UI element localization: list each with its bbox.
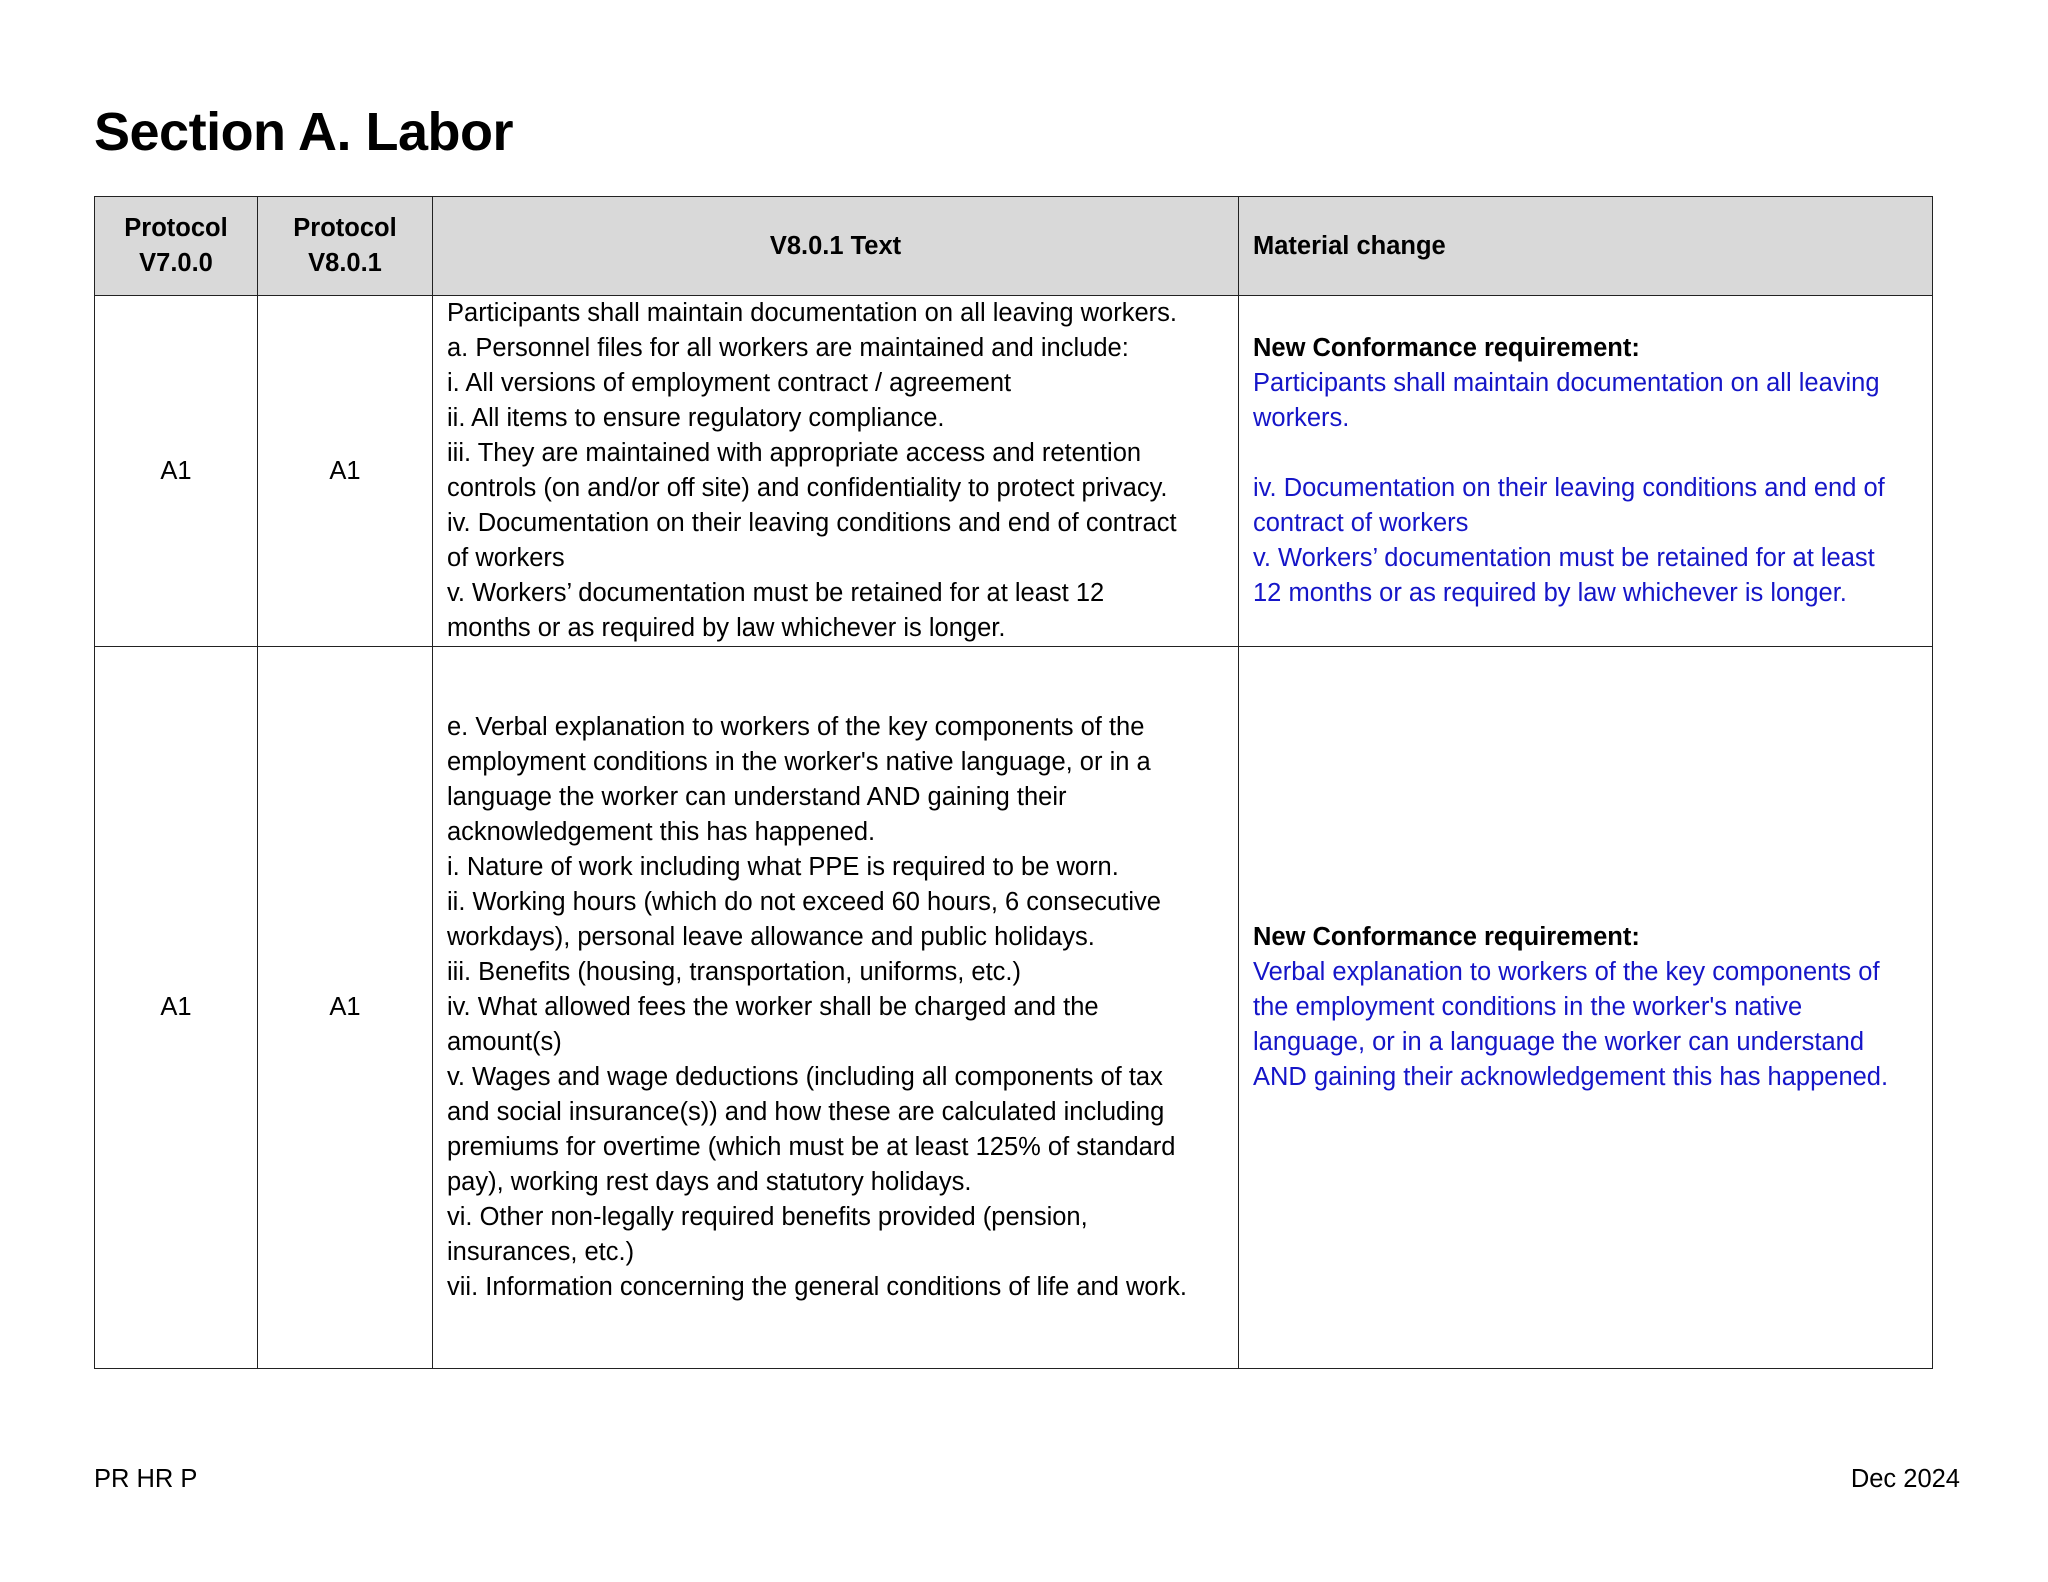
text-line: acknowledgement this has happened. [447,818,876,846]
text-line: pay), working rest days and statutory holidays. [447,1168,972,1196]
text-line: vii. Information concerning the general conditions of life and work. [447,1273,1187,1301]
text-line: v. Workers’ documentation must be retained for at least 12 [447,579,1105,607]
text-line: of workers [447,544,565,572]
cell-protocol-v7: A1 [95,296,258,647]
change-line: contract of workers [1253,509,1469,537]
cell-protocol-v7: A1 [95,647,258,1369]
text-line: workdays), personal leave allowance and public holidays. [447,923,1095,951]
change-line: Verbal explanation to workers of the key components of [1253,958,1880,986]
text-line: amount(s) [447,1028,562,1056]
text-line: i. All versions of employment contract / agreement [447,369,1012,397]
change-line: v. Workers’ documentation must be retained for at least [1253,544,1875,572]
header-protocol-v7-line-1: Protocol [124,214,228,242]
cell-material-change [1239,647,1933,1369]
cell-v8-text [433,296,1239,647]
change-line: language, or in a language the worker can understand [1253,1028,1865,1056]
text-line: insurances, etc.) [447,1238,635,1266]
text-line: ii. Working hours (which do not exceed 60 hours, 6 consecutive [447,888,1161,916]
footer-document-code: PR HR P [94,1465,198,1493]
text-line: and social insurance(s)) and how these are calculated including [447,1098,1165,1126]
change-line: 12 months or as required by law whichever is longer. [1253,579,1847,607]
text-line: iii. They are maintained with appropriate access and retention [447,439,1142,467]
cell-protocol-v8: A1 [258,647,433,1369]
cell-material-change [1239,296,1933,647]
text-line: iii. Benefits (housing, transportation, uniforms, etc.) [447,958,1022,986]
text-line: vi. Other non-legally required benefits provided (pension, [447,1203,1088,1231]
header-protocol-v7 [95,197,258,296]
text-line: iv. What allowed fees the worker shall be charged and the [447,993,1099,1021]
change-line: Participants shall maintain documentation on all leaving [1253,369,1880,397]
header-material-change: Material change [1239,197,1933,296]
change-spacer [1253,436,1918,471]
header-protocol-v8 [258,197,433,296]
comparison-table [94,196,1933,1369]
text-line: v. Wages and wage deductions (including all components of tax [447,1063,1163,1091]
change-heading: New Conformance requirement: [1253,923,1640,951]
table-header-row [95,197,1933,296]
change-line: workers. [1253,404,1350,432]
change-line: iv. Documentation on their leaving conditions and end of [1253,474,1885,502]
text-line: employment conditions in the worker's native language, or in a [447,748,1151,776]
cell-protocol-v8: A1 [258,296,433,647]
text-line: iv. Documentation on their leaving conditions and end of contract [447,509,1177,537]
footer-date: Dec 2024 [1850,1465,1960,1493]
page-title: Section A. Labor [94,102,514,162]
text-line: months or as required by law whichever is longer. [447,614,1006,642]
text-line: premiums for overtime (which must be at least 125% of standard [447,1133,1176,1161]
change-line: AND gaining their acknowledgement this has happened. [1253,1063,1889,1091]
text-line: e. Verbal explanation to workers of the key components of the [447,713,1145,741]
text-line: controls (on and/or off site) and confidentiality to protect privacy. [447,474,1168,502]
header-v8-text: V8.0.1 Text [433,197,1239,296]
text-line: language the worker can understand AND gaining their [447,783,1067,811]
header-protocol-v7-line-2: V7.0.0 [139,249,213,277]
cell-v8-text [433,647,1239,1369]
text-line: ii. All items to ensure regulatory compliance. [447,404,945,432]
text-line: i. Nature of work including what PPE is required to be worn. [447,853,1119,881]
header-protocol-v8-line-2: V8.0.1 [308,249,382,277]
table-row [95,296,1933,647]
table-row [95,647,1933,1369]
text-line: a. Personnel files for all workers are maintained and include: [447,334,1129,362]
header-protocol-v8-line-1: Protocol [293,214,397,242]
change-line: the employment conditions in the worker's native [1253,993,1803,1021]
change-heading: New Conformance requirement: [1253,334,1640,362]
text-line: Participants shall maintain documentation on all leaving workers. [447,299,1177,327]
